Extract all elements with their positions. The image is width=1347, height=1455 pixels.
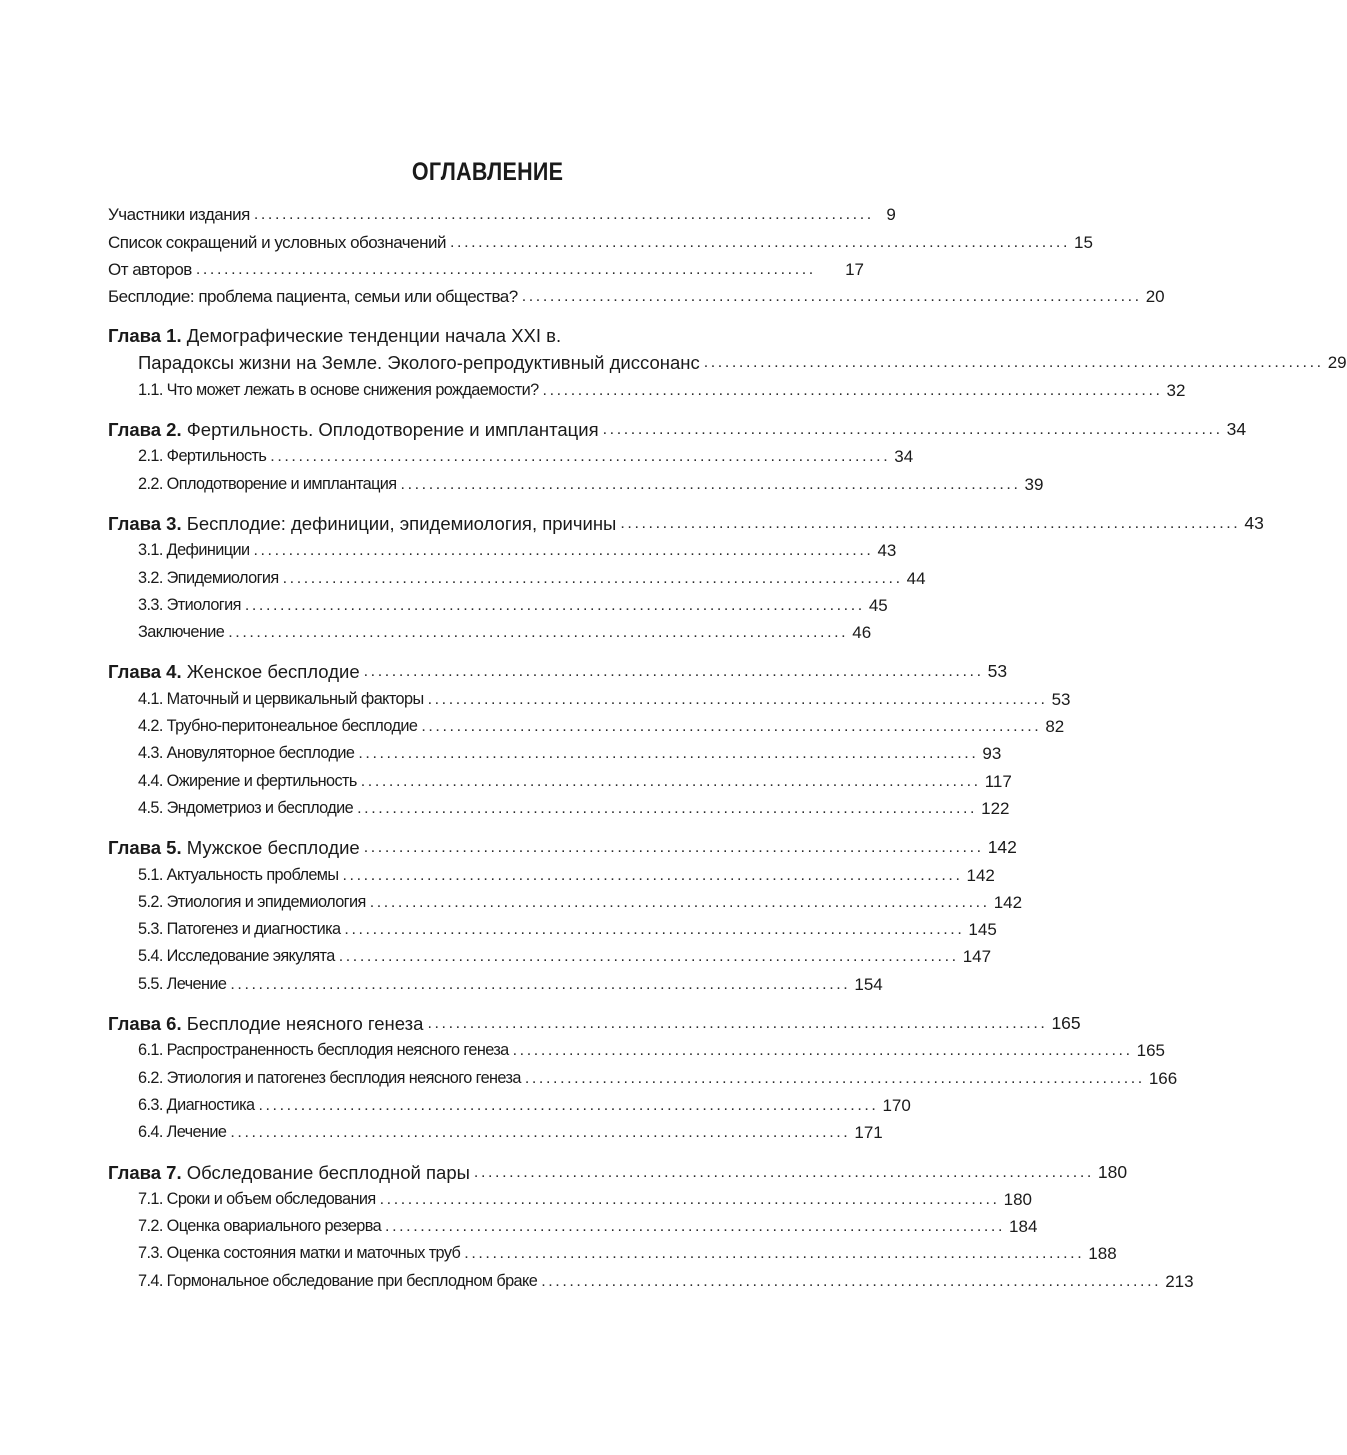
page-number: 145	[968, 920, 997, 940]
section-title: 6.2. Этиология и патогенез бесплодия неясного генеза	[138, 1068, 521, 1087]
dot-leader: ........................................................................................	[512, 1042, 1133, 1060]
entry-title: Список сокращений и условных обозначений	[108, 232, 446, 252]
table-of-contents	[108, 201, 1347, 1295]
entry-label	[138, 971, 226, 998]
entry-label	[108, 201, 250, 228]
section-gap	[108, 1146, 864, 1158]
entry-label	[138, 916, 340, 943]
toc-entry-section	[108, 861, 995, 888]
entry-label	[138, 686, 424, 713]
toc-entry-front	[108, 256, 864, 283]
dot-leader: ........................................................................................	[427, 1015, 1048, 1033]
page-number: 180	[1097, 1161, 1128, 1182]
entry-title: Бесплодие: проблема пациента, семьи или общества?	[108, 287, 518, 307]
page-number: 171	[854, 1123, 883, 1143]
dot-leader: ........................................................................................	[541, 1272, 1162, 1290]
section-gap	[108, 822, 864, 834]
dot-leader: ........................................................................................	[195, 260, 816, 278]
page-number: 32	[1166, 380, 1186, 400]
toc-entry-section	[108, 685, 1071, 712]
dot-leader: ........................................................................................	[360, 772, 981, 790]
toc-entry-chapter	[108, 1158, 1128, 1185]
dot-leader: ........................................................................................	[344, 921, 965, 939]
toc-entry-section	[108, 767, 1012, 794]
entry-label	[138, 1213, 381, 1240]
page-number: 166	[1148, 1068, 1178, 1088]
dot-leader: ........................................................................................	[369, 893, 990, 911]
toc-entry-front	[108, 201, 896, 228]
toc-entry-section	[108, 1213, 1038, 1240]
toc-entry-chapter	[108, 834, 1017, 861]
section-title: 5.2. Этиология и эпидемиология	[138, 892, 366, 911]
entry-label	[138, 377, 539, 404]
entry-label	[138, 713, 417, 740]
chapter-title: Демографические тенденции начала XXI в.	[186, 325, 562, 347]
entry-label	[138, 619, 224, 646]
toc-entry-front	[108, 283, 1165, 310]
chapter-title: Обследование бесплодной пары	[186, 1161, 470, 1183]
section-title: 6.1. Распространенность бесплодия неясного генеза	[138, 1041, 509, 1060]
toc-entry-section	[108, 795, 1010, 822]
chapter-title-continued: Парадоксы жизни на Земле. Эколого-репродуктивный диссонанс	[138, 352, 700, 374]
dot-leader: ........................................................................................	[542, 381, 1163, 399]
page-number: 142	[966, 865, 995, 885]
page-number: 180	[1003, 1189, 1032, 1209]
entry-label	[138, 795, 353, 822]
chapter-title: Фертильность. Оплодотворение и имплантация	[186, 419, 599, 441]
toc-entry-section	[108, 537, 897, 564]
page-number: 9	[886, 205, 896, 225]
dot-leader: ........................................................................................	[363, 663, 984, 681]
page-number: 46	[852, 623, 872, 643]
section-title: 7.2. Оценка овариального резерва	[138, 1217, 382, 1236]
dot-leader: ........................................................................................	[400, 475, 1021, 493]
entry-label	[138, 1065, 521, 1092]
chapter-number: Глава 4.	[108, 661, 187, 683]
dot-leader: ........................................................................................	[228, 624, 849, 642]
section-title: 7.1. Сроки и объем обследования	[138, 1189, 376, 1208]
section-title: 4.2. Трубно-перитонеальное бесплодие	[138, 717, 418, 736]
dot-leader: ........................................................................................	[342, 866, 963, 884]
toc-entry-section	[108, 619, 872, 646]
entry-title: Участники издания	[108, 205, 250, 225]
entry-title: От авторов	[108, 259, 192, 279]
entry-label	[108, 658, 360, 685]
dot-leader: ........................................................................................	[230, 975, 851, 993]
dot-leader: ........................................................................................	[464, 1245, 1085, 1263]
section-title: 4.5. Эндометриоз и бесплодие	[138, 798, 354, 817]
toc-entry-section	[108, 1037, 1166, 1064]
dot-leader: ........................................................................................	[602, 421, 1223, 439]
entry-label	[138, 943, 335, 970]
toc-entry-section	[108, 916, 997, 943]
chapter-number: Глава 6.	[108, 1013, 187, 1035]
page-number: 39	[1024, 474, 1044, 494]
entry-label	[108, 1010, 423, 1037]
entry-label	[138, 592, 241, 619]
toc-entry-front	[108, 228, 1093, 255]
entry-label	[138, 443, 266, 470]
chapter-number: Глава 1.	[108, 325, 187, 347]
chapter-number: Глава 2.	[108, 419, 187, 441]
chapter-number: Глава 3.	[108, 512, 187, 534]
dot-leader: ........................................................................................	[379, 1190, 1000, 1208]
section-title: 7.3. Оценка состояния матки и маточных труб	[138, 1244, 461, 1263]
dot-leader: ........................................................................................	[230, 1124, 851, 1142]
page-number: 34	[1226, 419, 1247, 440]
entry-label	[138, 1186, 376, 1213]
page-number: 154	[854, 974, 883, 994]
section-title: 3.3. Этиология	[138, 595, 241, 614]
toc-entry-section	[108, 1267, 1194, 1294]
entry-label	[138, 471, 397, 498]
toc-entry-section	[108, 1064, 1178, 1091]
section-title: 5.5. Лечение	[138, 974, 227, 993]
dot-leader: ........................................................................................	[338, 948, 959, 966]
entry-label	[108, 322, 561, 349]
toc-entry-chapter-continued	[108, 349, 1347, 376]
dot-leader: ........................................................................................	[427, 690, 1048, 708]
page-number: 188	[1088, 1244, 1117, 1264]
page-number: 184	[1009, 1217, 1038, 1237]
toc-entry-section	[108, 1092, 911, 1119]
entry-label	[138, 537, 249, 564]
entry-label	[108, 256, 192, 283]
entry-label	[138, 862, 339, 889]
toc-entry-section	[108, 713, 1065, 740]
page-title: ОГЛАВЛЕНИЕ	[411, 158, 564, 186]
entry-label	[138, 349, 700, 376]
page-number: 142	[987, 837, 1017, 858]
section-title: 6.3. Диагностика	[138, 1095, 255, 1114]
section-gap	[108, 404, 864, 416]
toc-entry-section	[108, 1240, 1117, 1267]
section-gap	[108, 646, 864, 658]
section-title: 4.4. Ожирение и фертильность	[138, 771, 357, 790]
page-number: 170	[882, 1095, 911, 1115]
toc-entry-section	[108, 443, 914, 470]
section-title: 3.2. Эпидемиология	[138, 568, 279, 587]
entry-label	[108, 510, 616, 537]
entry-label	[138, 1037, 509, 1064]
dot-leader: ........................................................................................	[703, 354, 1324, 372]
section-title: 7.4. Гормональное обследование при бесплодном браке	[138, 1271, 538, 1290]
toc-entry-chapter	[108, 322, 864, 349]
toc-entry-section	[108, 740, 1002, 767]
toc-entry-section	[108, 470, 1044, 497]
page-number: 165	[1136, 1041, 1166, 1061]
dot-leader: ........................................................................................	[358, 745, 979, 763]
toc-entry-section	[108, 564, 926, 591]
page-number: 34	[894, 447, 914, 467]
entry-label	[138, 1240, 460, 1267]
page-number: 122	[981, 798, 1010, 818]
chapter-title: Мужское бесплодие	[186, 837, 360, 859]
section-title: 2.2. Оплодотворение и имплантация	[138, 474, 397, 493]
entry-label	[138, 1092, 254, 1119]
dot-leader: ........................................................................................	[450, 233, 1070, 251]
entry-label	[138, 1119, 226, 1146]
toc-entry-section	[108, 376, 1186, 403]
dot-leader: ........................................................................................	[270, 448, 891, 466]
entry-label	[108, 229, 446, 256]
section-title: Заключение	[138, 623, 225, 642]
page-number: 20	[1145, 287, 1165, 307]
page-number: 53	[1051, 689, 1071, 709]
toc-entry-chapter	[108, 510, 1264, 537]
dot-leader: ........................................................................................	[421, 718, 1042, 736]
page-number: 53	[987, 661, 1008, 682]
page-number: 147	[962, 947, 992, 967]
dot-leader: ........................................................................................	[357, 799, 978, 817]
dot-leader: ........................................................................................	[258, 1096, 879, 1114]
toc-entry-chapter	[108, 658, 1008, 685]
dot-leader: ........................................................................................	[620, 514, 1241, 532]
chapter-number: Глава 5.	[108, 837, 187, 859]
chapter-title: Бесплодие неясного генеза	[186, 1013, 424, 1035]
toc-entry-section	[108, 889, 1023, 916]
section-title: 6.4. Лечение	[138, 1123, 227, 1142]
chapter-title: Бесплодие: дефиниции, эпидемиология, причины	[186, 512, 617, 534]
page-number: 43	[877, 541, 897, 561]
section-title: 5.4. Исследование эякулята	[138, 947, 335, 966]
page-number: 45	[868, 595, 888, 615]
section-gap	[108, 498, 864, 510]
chapter-number: Глава 7.	[108, 1161, 187, 1183]
section-gap	[108, 998, 864, 1010]
page-number: 17	[845, 259, 864, 279]
page-number: 213	[1165, 1271, 1194, 1291]
page-number: 29	[1327, 353, 1347, 373]
dot-leader: ........................................................................................	[253, 542, 874, 560]
dot-leader: ........................................................................................	[524, 1069, 1145, 1087]
dot-leader: ........................................................................................	[521, 288, 1142, 306]
page-number: 117	[984, 771, 1012, 791]
entry-label	[138, 1268, 537, 1295]
entry-label	[108, 283, 518, 310]
entry-label	[108, 1159, 470, 1186]
page-number: 142	[993, 892, 1023, 912]
entry-label	[108, 416, 599, 443]
toc-entry-chapter	[108, 1010, 1081, 1037]
toc-entry-section	[108, 970, 883, 997]
entry-label	[138, 565, 279, 592]
dot-leader: ........................................................................................	[253, 206, 874, 224]
page-number: 43	[1244, 512, 1264, 533]
toc-entry-chapter	[108, 416, 1247, 443]
section-title: 3.1. Дефиниции	[138, 541, 250, 560]
dot-leader: ........................................................................................	[244, 596, 865, 614]
entry-label	[138, 768, 357, 795]
toc-entry-section	[108, 592, 888, 619]
toc-entry-section	[108, 1119, 883, 1146]
dot-leader: ........................................................................................	[385, 1218, 1006, 1236]
entry-label	[138, 740, 354, 767]
section-gap	[108, 310, 864, 322]
section-title: 4.1. Маточный и цервикальный факторы	[138, 689, 424, 708]
page-number: 15	[1074, 232, 1093, 252]
dot-leader: ........................................................................................	[473, 1163, 1094, 1181]
page-number: 82	[1045, 717, 1065, 737]
dot-leader: ........................................................................................	[282, 569, 903, 587]
section-title: 2.1. Фертильность	[138, 447, 267, 466]
entry-label	[138, 889, 366, 916]
toc-entry-section	[108, 1186, 1032, 1213]
section-title: 4.3. Ановуляторное бесплодие	[138, 744, 355, 763]
entry-label	[108, 834, 360, 861]
section-title: 5.1. Актуальность проблемы	[138, 865, 339, 884]
section-title: 5.3. Патогенез и диагностика	[138, 920, 341, 939]
toc-entry-section	[108, 943, 992, 970]
page-number: 93	[982, 744, 1002, 764]
page-number: 44	[906, 568, 926, 588]
dot-leader: ........................................................................................	[363, 839, 984, 857]
section-title: 1.1. Что может лежать в основе снижения рождаемости?	[138, 380, 539, 399]
chapter-title: Женское бесплодие	[186, 661, 360, 683]
page-number: 165	[1051, 1013, 1081, 1034]
